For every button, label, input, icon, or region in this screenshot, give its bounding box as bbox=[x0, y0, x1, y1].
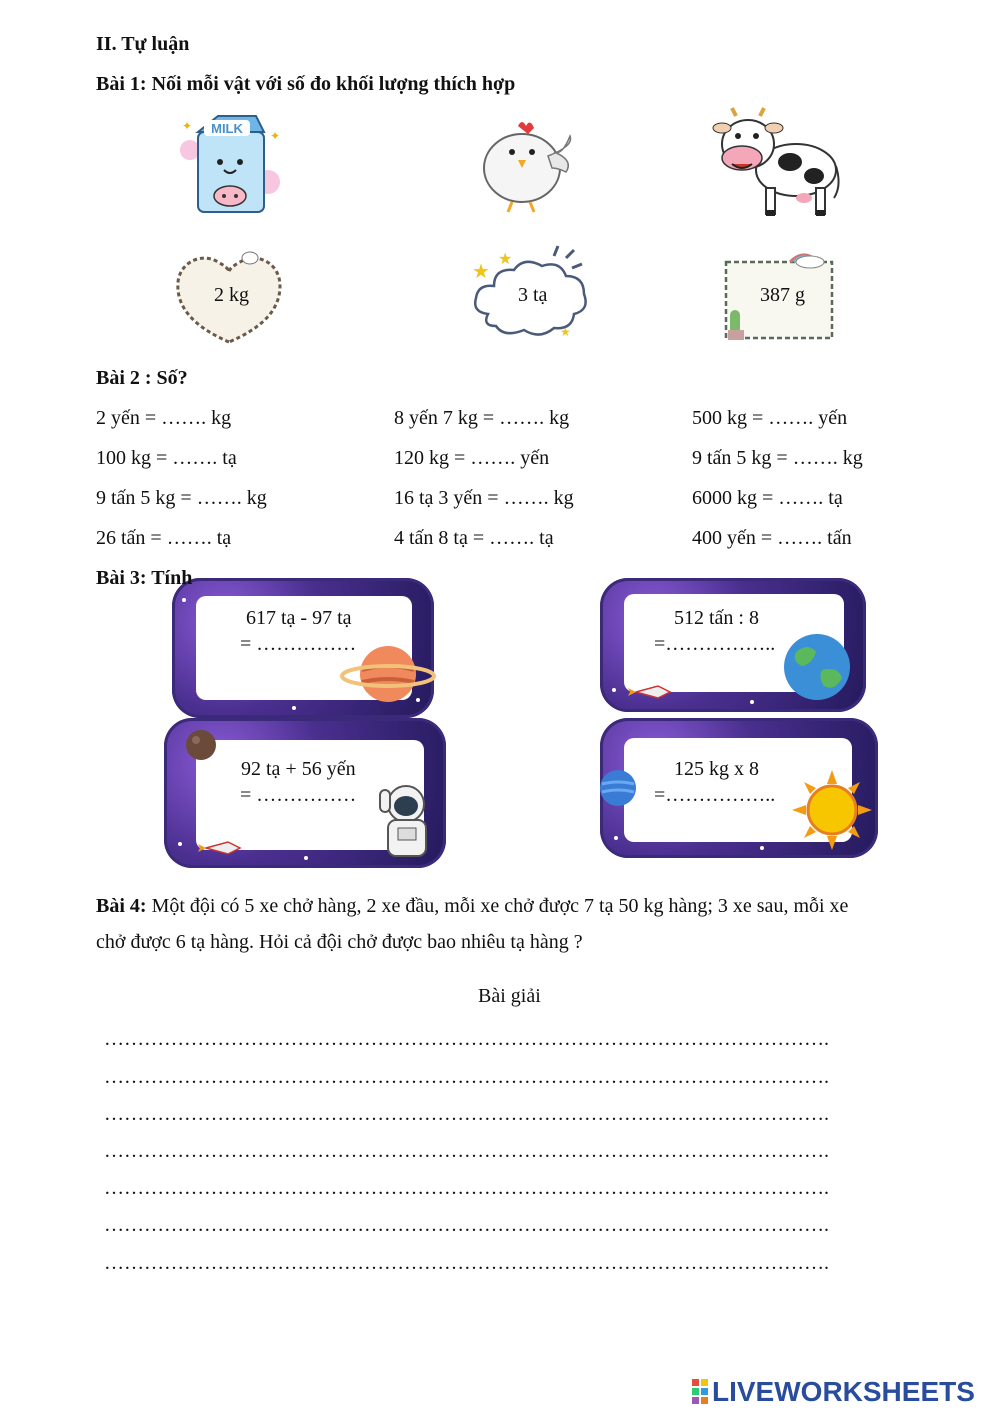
solution-title: Bài giải bbox=[478, 985, 541, 1007]
exercise-4-label: Bài 4: bbox=[96, 895, 147, 917]
liveworksheets-logo bbox=[692, 1376, 992, 1408]
svg-text:✦: ✦ bbox=[270, 129, 281, 143]
exercise-1-label: Bài 1: bbox=[96, 73, 147, 95]
earth-icon bbox=[782, 632, 852, 702]
planet-saturn-icon bbox=[340, 640, 436, 706]
exercise-2-title: Bài 2 : Số? bbox=[96, 367, 188, 389]
calc-answer-blank[interactable]: =…………….. bbox=[654, 633, 776, 655]
answer-line[interactable]: ………………………………………………………………………………………………. bbox=[104, 1252, 829, 1274]
rocket-icon bbox=[198, 838, 244, 858]
exercise-3-title: Bài 3: Tính bbox=[96, 567, 193, 589]
planet-neptune-icon bbox=[598, 768, 638, 808]
milk-carton-icon bbox=[168, 110, 286, 220]
conversion-item[interactable]: 9 tấn 5 kg = ……. kg bbox=[96, 487, 267, 509]
svg-text:★: ★ bbox=[472, 261, 490, 283]
exercise-1-heading bbox=[96, 72, 515, 96]
calc-answer-blank[interactable]: = …………… bbox=[240, 784, 357, 806]
conversion-item[interactable]: 100 kg = ……. tạ bbox=[96, 447, 237, 469]
conversion-item[interactable]: 500 kg = ……. yến bbox=[692, 407, 848, 429]
answer-line[interactable]: ………………………………………………………………………………………………. bbox=[104, 1103, 829, 1125]
planet-icon bbox=[184, 728, 218, 762]
conversion-item[interactable]: 120 kg = ……. yến bbox=[394, 447, 550, 469]
option-heart-frame[interactable] bbox=[172, 246, 286, 346]
chicken-icon bbox=[478, 116, 578, 216]
calc-answer-blank[interactable]: = …………… bbox=[240, 633, 357, 655]
conversion-item[interactable]: 6000 kg = ……. tạ bbox=[692, 487, 843, 509]
conversion-item[interactable]: 8 yến 7 kg = ……. kg bbox=[394, 407, 570, 429]
rocket-icon bbox=[628, 682, 674, 702]
svg-text:★: ★ bbox=[498, 251, 513, 268]
exercise-4-problem-text: Một đội có 5 xe chở hàng, 2 xe đầu, mỗi xe chở được 7 tạ 50 kg hàng; 3 xe sau, mỗi xe bbox=[151, 895, 849, 917]
exercise-4-line-1 bbox=[96, 894, 848, 918]
section-title: II. Tự luận bbox=[96, 33, 190, 55]
option-cloud-frame[interactable] bbox=[468, 244, 594, 344]
conversion-item[interactable]: 9 tấn 5 kg = ……. kg bbox=[692, 447, 863, 469]
conversion-item[interactable]: 16 tạ 3 yến = ……. kg bbox=[394, 487, 574, 509]
cow-icon bbox=[712, 106, 842, 224]
conversion-item[interactable]: 400 yến = ……. tấn bbox=[692, 527, 852, 549]
svg-text:★: ★ bbox=[560, 325, 571, 339]
answer-line[interactable]: ………………………………………………………………………………………………. bbox=[104, 1214, 829, 1236]
answer-line[interactable]: ………………………………………………………………………………………………. bbox=[104, 1066, 829, 1088]
calc-expression: 125 kg x 8 bbox=[674, 758, 759, 780]
answer-line[interactable]: ………………………………………………………………………………………………. bbox=[104, 1140, 829, 1162]
conversion-item[interactable]: 4 tấn 8 tạ = ……. tạ bbox=[394, 527, 554, 549]
answer-line[interactable]: ………………………………………………………………………………………………. bbox=[104, 1028, 829, 1050]
astronaut-icon bbox=[376, 784, 442, 864]
answer-line[interactable]: ………………………………………………………………………………………………. bbox=[104, 1177, 829, 1199]
sun-icon bbox=[792, 770, 872, 850]
exercise-4-line-2: chở được 6 tạ hàng. Hỏi cả đội chở được bao nhiêu tạ hàng ? bbox=[96, 931, 583, 953]
svg-text:MILK: MILK bbox=[211, 121, 243, 136]
calc-expression: 512 tấn : 8 bbox=[674, 607, 759, 629]
option-label: 2 kg bbox=[214, 284, 249, 306]
calc-answer-blank[interactable]: =…………….. bbox=[654, 784, 776, 806]
exercise-1-instruction: Nối mỗi vật với số đo khối lượng thích hợp bbox=[151, 73, 516, 95]
conversion-item[interactable]: 26 tấn = ……. tạ bbox=[96, 527, 232, 549]
svg-text:✦: ✦ bbox=[182, 119, 193, 133]
logo-text: LIVEWORKSHEETS bbox=[712, 1376, 975, 1407]
option-label: 387 g bbox=[760, 284, 805, 306]
conversion-item[interactable]: 2 yến = ……. kg bbox=[96, 407, 232, 429]
calc-expression: 617 tạ - 97 tạ bbox=[246, 607, 352, 629]
calc-expression: 92 tạ + 56 yến bbox=[241, 758, 356, 780]
option-label: 3 tạ bbox=[518, 284, 548, 306]
option-board-frame[interactable] bbox=[720, 248, 838, 344]
